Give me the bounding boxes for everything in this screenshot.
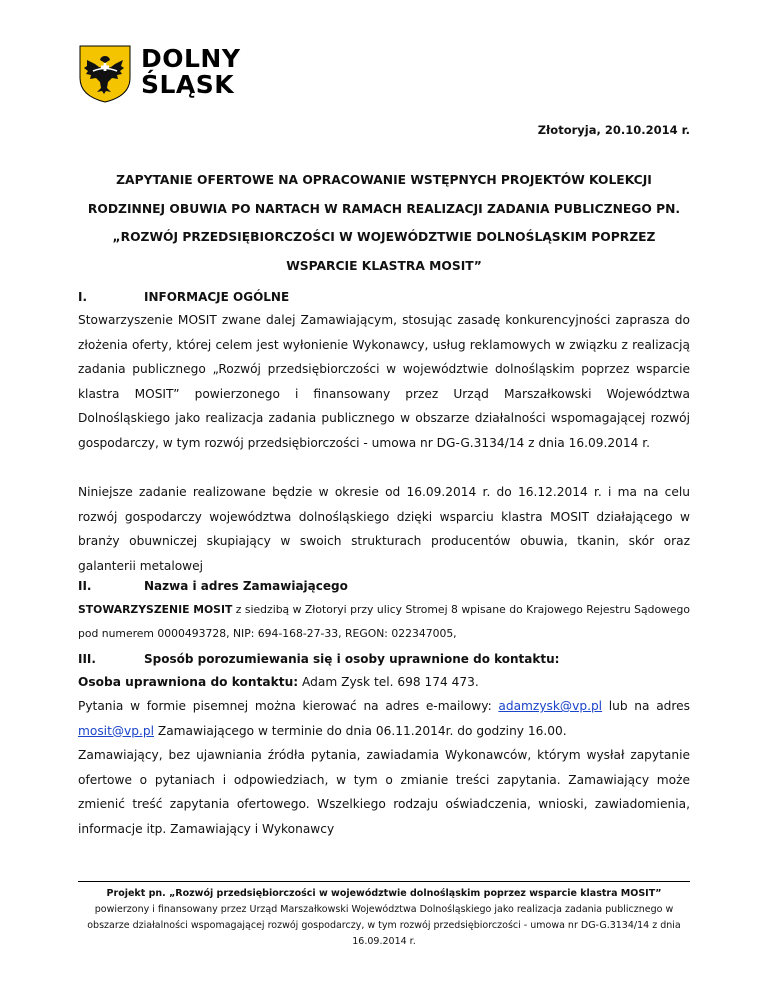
logo-line-2: ŚLĄSK <box>141 70 235 99</box>
contact-value: Adam Zysk tel. 698 174 473. <box>298 675 479 689</box>
footer-line-1: Projekt pn. „Rozwój przedsiębiorczości w województwie dolnośląskim poprzez wsparcie klastra MOSIT” <box>106 888 662 899</box>
section-2-number: II. <box>78 579 92 593</box>
section-3-paragraph: Zamawiający, bez ujawniania źródła pytania, zawiadamia Wykonawców, którym wysłał zapytanie ofertowe o pytaniach i odpowiedziach, w tym o zmianie treści zapytania. Zamawiający może zmienić treść zapytania ofertowego. Wszelkiego rodzaju oświadczenia, wnioski, zawiadomienia, informacje itp. Zamawiający i Wykonawcy <box>78 748 690 836</box>
section-2-title: Nazwa i adres Zamawiającego <box>144 579 348 593</box>
questions-text-1: Pytania w formie pisemnej można kierować na adres e-mailowy: <box>78 699 499 713</box>
contact-person-line <box>78 670 690 695</box>
document-date: Złotoryja, 20.10.2014 r. <box>537 123 690 137</box>
section-3-number: III. <box>78 652 96 666</box>
logo-line-1: DOLNY <box>141 44 241 73</box>
section-1-paragraph-1: Stowarzyszenie MOSIT zwane dalej Zamawiającym, stosując zasadę konkurencyjności zaprasza do złożenia oferty, której celem jest wyłonienie Wykonawcy, usług reklamowych w związku z realizacją zadania publicznego „Rozwój przedsiębiorczości w województwie dolnośląskim poprzez wsparcie klastra MOSIT” powierzonego i finansowany przez Urząd Marszałkowski Województwa Dolnośląskiego jako realizacja zadania publicznego w obszarze działalności wspomagającej rozwój gospodarczy, w tym rozwój przedsiębiorczości - umowa nr DG-G.3134/14 z dnia 16.09.2014 r. <box>78 313 690 450</box>
document-title: ZAPYTANIE OFERTOWE NA OPRACOWANIE WSTĘPNYCH PROJEKTÓW KOLEKCJI RODZINNEJ OBUWIA PO NARTACH W RAMACH REALIZACJI ZADANIA PUBLICZNEGO PN. „ROZWÓJ PRZEDSIĘBIORCZOŚCI W WOJEWÓDZTWIE DOLNOŚLĄSKIM POPRZEZ WSPARCIE KLASTRA MOSIT” <box>87 173 681 273</box>
organization-details: z siedzibą w Złotoryi przy ulicy Stromej 8 wpisane do Krajowego Rejestru Sądowego pod numerem 0000493728, NIP: 694-168-27-33, REGON: 022347005, <box>78 603 691 640</box>
questions-paragraph <box>78 694 690 743</box>
questions-text-3: Zamawiającego w terminie do dnia 06.11.2014r. do godziny 16.00. <box>153 723 567 738</box>
section-1-heading <box>78 290 289 304</box>
section-3-title: Sposób porozumiewania się i osoby uprawnione do kontaktu: <box>144 652 560 666</box>
section-2-heading <box>78 579 348 593</box>
footer-divider <box>78 881 690 882</box>
section-2-paragraph <box>78 598 690 646</box>
dolny-slask-logo <box>78 44 240 104</box>
section-1-number: I. <box>78 290 88 304</box>
questions-text-2: lub na adres <box>602 699 690 713</box>
footer <box>78 886 690 950</box>
section-1-paragraph-2: Niniejsze zadanie realizowane będzie w okresie od 16.09.2014 r. do 16.12.2014 r. i ma na celu rozwój gospodarczy województwa dolnośląskiego dzięki wsparciu klastra MOSIT działającego w branży obuwniczej skupiający w swoich strukturach producentów obuwia, tkanin, skór oraz galanterii metalowej <box>78 485 690 573</box>
email-link-mosit[interactable]: mosit@vp.pl <box>78 723 154 738</box>
section-1-title: INFORMACJE OGÓLNE <box>144 290 290 304</box>
email-link-adamzysk[interactable]: adamzysk@vp.pl <box>498 699 603 713</box>
coat-of-arms-icon <box>78 44 132 104</box>
organization-name: STOWARZYSZENIE MOSIT <box>78 603 233 616</box>
section-3-heading <box>78 652 559 666</box>
contact-label: Osoba uprawniona do kontaktu: <box>78 675 299 689</box>
footer-line-2: powierzony i finansowany przez Urząd Marszałkowski Województwa Dolnośląskiego jako realizacja zadania publicznego w obszarze działalności wspomagającej rozwój gospodarczy, w tym rozwój przedsiębiorczości - umowa nr DG-G.3134/14 z dnia 16.09.2014 r. <box>87 904 681 947</box>
